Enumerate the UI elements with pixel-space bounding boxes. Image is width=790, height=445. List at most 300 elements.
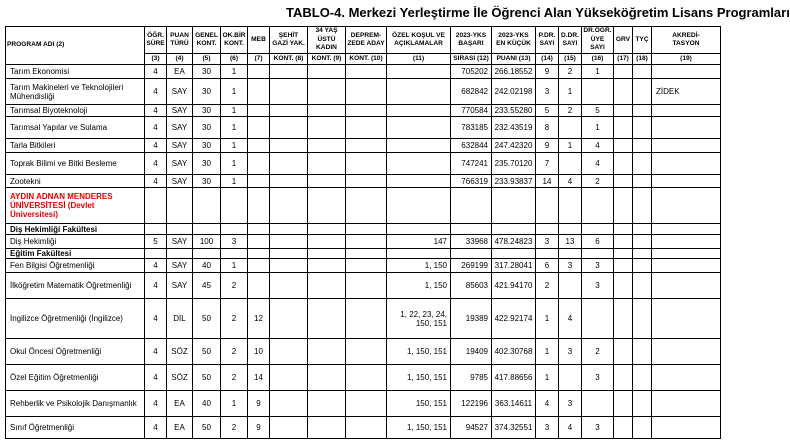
column-header-label: ÖZEL KOŞUL VE	[392, 31, 445, 39]
table-cell	[633, 391, 652, 417]
table-cell	[559, 153, 582, 175]
table-cell: 2	[536, 273, 559, 299]
table-cell: 783185	[451, 117, 492, 139]
table-cell: SAY	[167, 139, 193, 153]
empty-cell	[167, 249, 193, 259]
program-row	[6, 417, 721, 439]
table-cell	[248, 65, 270, 79]
table-cell	[652, 175, 721, 188]
table-cell: 150, 151	[387, 391, 451, 417]
table-cell	[582, 391, 614, 417]
table-cell	[559, 273, 582, 299]
table-cell: 30	[193, 153, 221, 175]
column-number: (6)	[221, 54, 248, 65]
program-row	[6, 79, 721, 105]
table-cell	[633, 299, 652, 339]
table-cell: 233.55280	[492, 105, 536, 117]
table-cell: EA	[167, 417, 193, 439]
empty-cell	[221, 224, 248, 235]
empty-cell	[346, 249, 387, 259]
table-cell	[614, 117, 633, 139]
table-cell: 2	[559, 105, 582, 117]
column-header	[652, 27, 721, 54]
table-cell: SAY	[167, 259, 193, 273]
table-cell: 235.70120	[492, 153, 536, 175]
table-cell: 1	[559, 139, 582, 153]
column-header-label: TASYON	[672, 40, 700, 47]
empty-cell	[387, 224, 451, 235]
table-cell: 9	[248, 391, 270, 417]
table-cell: 317.28041	[492, 259, 536, 273]
table-cell: SAY	[167, 117, 193, 139]
table-cell: 4	[145, 153, 167, 175]
table-cell: 5	[582, 105, 614, 117]
table-cell: 3	[582, 417, 614, 439]
table-cell	[652, 105, 721, 117]
table-cell	[270, 139, 308, 153]
table-cell	[614, 65, 633, 79]
column-number: (14)	[536, 54, 559, 65]
column-header	[346, 27, 387, 54]
column-header-label: SAYI	[539, 40, 555, 47]
table-cell: 3	[582, 273, 614, 299]
program-row	[6, 65, 721, 79]
table-cell	[248, 273, 270, 299]
column-number: (17)	[614, 54, 633, 65]
table-cell	[248, 235, 270, 249]
empty-cell	[308, 224, 346, 235]
table-cell	[308, 339, 346, 365]
table-cell: 766319	[451, 175, 492, 188]
table-cell	[652, 235, 721, 249]
table-cell	[633, 273, 652, 299]
column-header-label: MEB	[251, 35, 266, 43]
program-name-cell: İlköğretim Matematik Öğretmenliği	[6, 273, 145, 299]
table-cell: 233.93837	[492, 175, 536, 188]
empty-cell	[451, 224, 492, 235]
table-cell: 2	[559, 65, 582, 79]
column-header	[492, 27, 536, 54]
column-header-label: SAYI	[562, 40, 578, 47]
program-name-cell: Özel Eğitim Öğretmenliği	[6, 365, 145, 391]
table-cell	[248, 139, 270, 153]
program-name-cell: Okul Öncesi Öğretmenliği	[6, 339, 145, 365]
table-cell	[346, 339, 387, 365]
empty-cell	[614, 224, 633, 235]
column-header-label: SÜRE	[146, 40, 165, 47]
column-header-label: D.DR.	[561, 31, 579, 39]
column-header-label: TÜRÜ	[170, 40, 189, 47]
table-cell: 705202	[451, 65, 492, 79]
column-number: (5)	[193, 54, 221, 65]
table-cell	[346, 391, 387, 417]
table-cell: 266.18552	[492, 65, 536, 79]
university-row	[6, 188, 721, 224]
empty-cell	[145, 188, 167, 224]
table-cell: 2	[221, 273, 248, 299]
table-cell: 122196	[451, 391, 492, 417]
table-cell	[248, 259, 270, 273]
table-cell	[559, 117, 582, 139]
table-cell	[387, 153, 451, 175]
program-name-cell: Fen Bilgisi Öğretmenliği	[6, 259, 145, 273]
table-cell	[614, 273, 633, 299]
table-cell	[559, 365, 582, 391]
table-cell: 4	[582, 139, 614, 153]
program-name-cell: Rehberlik ve Psikolojik Danışmanlık	[6, 391, 145, 417]
table-cell: 85603	[451, 273, 492, 299]
table-cell	[387, 139, 451, 153]
table-cell	[652, 117, 721, 139]
table-cell: 4	[145, 175, 167, 188]
table-cell	[346, 153, 387, 175]
table-cell	[308, 175, 346, 188]
table-cell	[270, 175, 308, 188]
empty-cell	[652, 249, 721, 259]
table-cell: 14	[536, 175, 559, 188]
table-cell: 9	[536, 65, 559, 79]
table-cell: 4	[559, 175, 582, 188]
column-header	[387, 27, 451, 54]
table-cell	[387, 175, 451, 188]
empty-cell	[387, 249, 451, 259]
table-cell	[308, 105, 346, 117]
table-cell: 4	[559, 299, 582, 339]
table-cell: 4	[145, 259, 167, 273]
empty-cell	[193, 249, 221, 259]
table-cell	[248, 79, 270, 105]
table-cell: 1	[221, 105, 248, 117]
table-cell: 422.92174	[492, 299, 536, 339]
empty-cell	[270, 249, 308, 259]
table-cell: 1	[221, 175, 248, 188]
table-cell	[248, 153, 270, 175]
table-cell: 1	[536, 339, 559, 365]
table-cell: 9	[536, 139, 559, 153]
table-cell: 30	[193, 65, 221, 79]
empty-cell	[308, 249, 346, 259]
table-cell	[346, 79, 387, 105]
column-header	[614, 27, 633, 54]
table-cell	[633, 175, 652, 188]
table-cell	[270, 391, 308, 417]
table-cell: 3	[559, 391, 582, 417]
table-cell: 1	[582, 65, 614, 79]
table-cell	[633, 153, 652, 175]
program-row	[6, 339, 721, 365]
table-cell	[270, 417, 308, 439]
table-cell: 1	[221, 259, 248, 273]
program-row	[6, 273, 721, 299]
table-cell	[387, 65, 451, 79]
table-cell: 1	[536, 365, 559, 391]
table-cell: 30	[193, 139, 221, 153]
table-cell: EA	[167, 65, 193, 79]
program-row	[6, 153, 721, 175]
table-cell	[614, 417, 633, 439]
table-cell	[308, 235, 346, 249]
empty-cell	[387, 188, 451, 224]
table-cell	[346, 139, 387, 153]
table-cell: 40	[193, 391, 221, 417]
table-cell: 247.42320	[492, 139, 536, 153]
empty-cell	[270, 224, 308, 235]
column-header-label: ÖĞR.	[147, 31, 164, 39]
table-cell	[633, 417, 652, 439]
table-cell	[633, 235, 652, 249]
table-cell	[308, 117, 346, 139]
column-header-label: PUAN	[170, 31, 189, 39]
table-cell	[582, 79, 614, 105]
program-row	[6, 365, 721, 391]
table-cell	[346, 117, 387, 139]
table-cell	[633, 65, 652, 79]
table-cell	[652, 391, 721, 417]
column-number: (7)	[248, 54, 270, 65]
program-name-cell: Tarımsal Yapılar ve Sulama	[6, 117, 145, 139]
column-header	[633, 27, 652, 54]
empty-cell	[633, 188, 652, 224]
table-cell: 1	[221, 79, 248, 105]
table-cell: 232.43519	[492, 117, 536, 139]
table-cell	[614, 339, 633, 365]
table-cell: 4	[145, 391, 167, 417]
column-header-label: KONT.	[224, 40, 244, 47]
program-name-cell: Diş Hekimliği	[6, 235, 145, 249]
empty-cell	[633, 224, 652, 235]
table-cell	[270, 65, 308, 79]
table-cell	[614, 175, 633, 188]
column-header	[308, 27, 346, 54]
table-cell	[633, 339, 652, 365]
table-cell: 7	[536, 153, 559, 175]
table-cell: 14	[248, 365, 270, 391]
empty-cell	[536, 188, 559, 224]
table-cell: 30	[193, 117, 221, 139]
table-cell	[387, 105, 451, 117]
table-cell: 3	[221, 235, 248, 249]
program-name-cell: Tarım Ekonomisi	[6, 65, 145, 79]
column-header-label: EN KÜÇÜK	[496, 40, 531, 47]
table-cell: 363.14611	[492, 391, 536, 417]
column-header-label: GENEL	[195, 31, 218, 39]
table-cell: 4	[145, 65, 167, 79]
empty-cell	[559, 224, 582, 235]
table-cell	[346, 175, 387, 188]
table-cell	[248, 117, 270, 139]
table-cell: 30	[193, 105, 221, 117]
table-cell	[652, 339, 721, 365]
table-cell: 4	[145, 417, 167, 439]
empty-cell	[614, 188, 633, 224]
program-row	[6, 117, 721, 139]
table-cell: 4	[536, 391, 559, 417]
program-row	[6, 391, 721, 417]
table-cell: 1, 150	[387, 273, 451, 299]
table-cell: 13	[559, 235, 582, 249]
faculty-row	[6, 249, 721, 259]
header-row	[6, 27, 721, 54]
empty-cell	[633, 249, 652, 259]
table-cell: 1, 150	[387, 259, 451, 273]
table-cell	[614, 153, 633, 175]
table-cell: 4	[145, 105, 167, 117]
column-header-label: 2023-YKS	[498, 31, 529, 39]
empty-cell	[492, 224, 536, 235]
table-cell: 50	[193, 417, 221, 439]
table-cell	[652, 259, 721, 273]
column-header	[270, 27, 308, 54]
table-cell	[346, 299, 387, 339]
column-header-label: ÜSTÜ KADIN	[316, 35, 337, 52]
column-header	[536, 27, 559, 54]
column-header-label: ÜYE SAYI	[590, 35, 605, 52]
table-cell: 242.02198	[492, 79, 536, 105]
table-cell	[270, 273, 308, 299]
faculty-name: Eğitim Fakültesi	[6, 249, 145, 259]
program-name-cell: İngilizce Öğretmenliği (İngilizce)	[6, 299, 145, 339]
table-cell	[308, 417, 346, 439]
table-cell: 147	[387, 235, 451, 249]
table-cell	[652, 299, 721, 339]
table-cell	[248, 105, 270, 117]
table-cell	[346, 365, 387, 391]
column-header-label: DR.ÖĞR.	[583, 27, 612, 35]
empty-cell	[167, 224, 193, 235]
table-cell	[633, 365, 652, 391]
table-cell: 45	[193, 273, 221, 299]
column-number: KONT. (9)	[308, 54, 346, 65]
table-cell: 3	[536, 417, 559, 439]
table-cell	[308, 139, 346, 153]
column-header	[6, 27, 145, 65]
column-header	[559, 27, 582, 54]
table-cell: 12	[248, 299, 270, 339]
table-cell: 1	[221, 391, 248, 417]
table-cell: 2	[221, 339, 248, 365]
table-cell: 402.30768	[492, 339, 536, 365]
column-header-label: OK.BİR	[222, 31, 246, 39]
table-cell	[308, 273, 346, 299]
table-cell: 1	[221, 153, 248, 175]
table-cell	[346, 259, 387, 273]
empty-cell	[145, 249, 167, 259]
program-row	[6, 139, 721, 153]
program-row	[6, 235, 721, 249]
table-cell	[270, 105, 308, 117]
table-cell: 94527	[451, 417, 492, 439]
table-cell	[614, 235, 633, 249]
table-cell: 50	[193, 365, 221, 391]
column-header-label: ŞEHİT	[278, 31, 299, 39]
table-cell	[633, 139, 652, 153]
table-cell: ZİDEK	[652, 79, 721, 105]
table-cell	[652, 417, 721, 439]
column-header-label: AKREDİ-	[672, 31, 700, 39]
column-header-label: DEPREM-	[350, 31, 382, 39]
column-header	[193, 27, 221, 54]
table-cell: 1, 22, 23, 24, 150, 151	[387, 299, 451, 339]
table-cell	[248, 175, 270, 188]
column-number: (3)	[145, 54, 167, 65]
table-cell: 421.94170	[492, 273, 536, 299]
table-cell: 100	[193, 235, 221, 249]
column-number: SIRASI (12)	[451, 54, 492, 65]
table-cell: 417.88656	[492, 365, 536, 391]
program-row	[6, 105, 721, 117]
program-row	[6, 175, 721, 188]
document-title: TABLO-4. Merkezi Yerleştirme İle Öğrenci Alan Yükseköğretim Lisans Programları	[286, 5, 790, 20]
column-header-label: 2023-YKS	[455, 31, 487, 39]
table-cell	[308, 79, 346, 105]
table-cell	[346, 65, 387, 79]
table-cell	[270, 339, 308, 365]
column-header	[167, 27, 193, 54]
empty-cell	[559, 249, 582, 259]
empty-cell	[536, 249, 559, 259]
table-cell	[346, 105, 387, 117]
table-cell: 50	[193, 339, 221, 365]
empty-cell	[582, 224, 614, 235]
table-cell: 4	[145, 299, 167, 339]
table-cell: 747241	[451, 153, 492, 175]
column-number: (18)	[633, 54, 652, 65]
table-cell	[633, 105, 652, 117]
table-cell: 9	[248, 417, 270, 439]
table-cell: 4	[145, 339, 167, 365]
programs-table-wrapper	[5, 26, 721, 439]
table-cell: 1	[221, 65, 248, 79]
program-name-cell: Tarımsal Biyoteknoloji	[6, 105, 145, 117]
faculty-row	[6, 224, 721, 235]
table-cell: 19389	[451, 299, 492, 339]
table-cell: SÖZ	[167, 339, 193, 365]
column-number: (16)	[582, 54, 614, 65]
table-cell: SAY	[167, 273, 193, 299]
table-cell: 8	[536, 117, 559, 139]
table-cell: 374.32551	[492, 417, 536, 439]
empty-cell	[193, 188, 221, 224]
table-cell	[652, 273, 721, 299]
table-cell: 2	[221, 365, 248, 391]
column-header-label: PROGRAM ADI (2)	[7, 41, 65, 49]
table-cell: 4	[145, 365, 167, 391]
table-cell: 30	[193, 175, 221, 188]
table-cell	[614, 391, 633, 417]
table-cell	[652, 153, 721, 175]
table-cell: 3	[559, 339, 582, 365]
empty-cell	[451, 188, 492, 224]
table-body	[6, 65, 721, 439]
program-name-cell: Tarım Makineleri ve Teknolojileri Mühendisliği	[6, 79, 145, 105]
table-cell	[582, 299, 614, 339]
table-cell	[614, 139, 633, 153]
empty-cell	[248, 249, 270, 259]
table-cell: 3	[582, 365, 614, 391]
table-cell: 4	[145, 117, 167, 139]
program-row	[6, 299, 721, 339]
table-cell	[652, 65, 721, 79]
column-number: (19)	[652, 54, 721, 65]
empty-cell	[536, 224, 559, 235]
table-cell: 770584	[451, 105, 492, 117]
table-cell: SAY	[167, 79, 193, 105]
program-name-cell: Zootekni	[6, 175, 145, 188]
empty-cell	[582, 188, 614, 224]
table-cell: SAY	[167, 153, 193, 175]
column-header	[248, 27, 270, 54]
empty-cell	[145, 224, 167, 235]
